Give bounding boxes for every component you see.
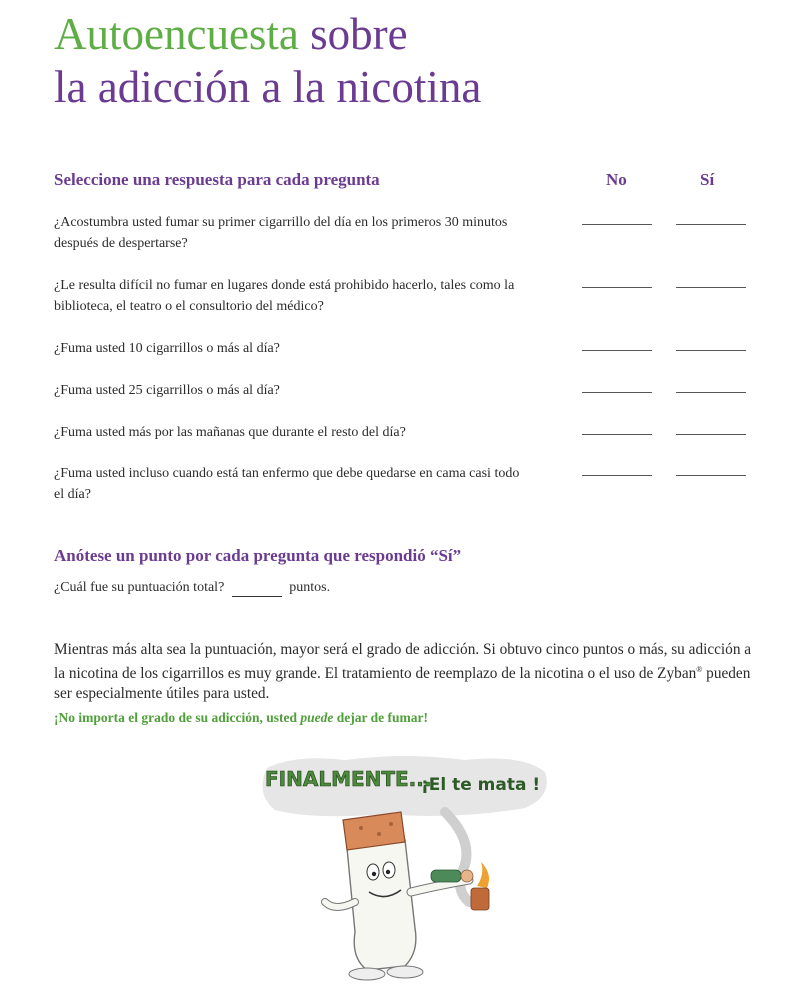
title-part2: sobre: [298, 9, 408, 59]
cigarette-cartoon-illustration: [255, 752, 555, 986]
score-unit: puntos.: [289, 580, 331, 595]
encouragement-emphasis: puede: [300, 710, 334, 725]
answer-blank-q2-si[interactable]: [676, 287, 746, 288]
smoke-trail: [445, 812, 469, 902]
encouragement-line: [54, 710, 428, 726]
answer-blank-q1-si[interactable]: [676, 224, 746, 225]
instruction-heading: Seleccione una respuesta para cada pregunta: [54, 170, 380, 189]
answer-blank-q2-no[interactable]: [582, 287, 652, 288]
answer-blank-q4-si[interactable]: [676, 392, 746, 393]
tiny-person: [431, 870, 461, 882]
column-header-no: No: [606, 170, 627, 189]
column-header-si: Sí: [700, 170, 715, 189]
score-question: ¿Cuál fue su puntuación total?: [54, 580, 225, 595]
cartoon-word-el-te-mata: ¡El te mata !: [421, 775, 541, 795]
question-6: ¿Fuma usted incluso cuando está tan enfermo que debe quedarse en cama casi todo el día?: [54, 466, 520, 502]
explanation-text: Mientras más alta sea la puntuación, mayor será el grado de adicción. Si obtuvo cinco puntos o más, su adicción a la nicotina de los cigarrillos es muy grande. El tratamiento de reemplazo de la nicotina o el uso de Zyban: [54, 641, 752, 683]
cartoon-word-finalmente: FINALMENTE...: [265, 767, 432, 791]
page-title: [54, 8, 481, 114]
answer-blank-q1-no[interactable]: [582, 224, 652, 225]
question-2: ¿Le resulta difícil no fumar en lugares donde está prohibido hacerlo, tales como la biblioteca, el teatro o el consultorio del médico?: [54, 278, 515, 314]
question-4: ¿Fuma usted 25 cigarrillos o más al día?: [54, 383, 280, 398]
answer-blank-q5-si[interactable]: [676, 434, 746, 435]
scoring-heading: Anótese un punto por cada pregunta que respondió “Sí”: [54, 546, 462, 565]
question-1: ¿Acostumbra usted fumar su primer cigarrillo del día en los primeros 30 minutos después de despertarse?: [54, 215, 508, 251]
answer-blank-q6-si[interactable]: [676, 475, 746, 476]
lighter-flame: [477, 862, 489, 888]
answer-blank-q3-si[interactable]: [676, 350, 746, 351]
answer-blank-q5-no[interactable]: [582, 434, 652, 435]
explanation-paragraph: [54, 640, 754, 704]
title-part1: Autoencuesta: [54, 9, 299, 59]
answer-blank-q4-no[interactable]: [582, 392, 652, 393]
explanation-text-end: pueden ser especialmente útiles para usted.: [54, 665, 751, 703]
question-5: ¿Fuma usted más por las mañanas que durante el resto del día?: [54, 425, 406, 440]
answer-blank-q3-no[interactable]: [582, 350, 652, 351]
encouragement-start: ¡No importa el grado de su adicción, usted: [54, 710, 301, 725]
registered-mark: ®: [696, 665, 703, 674]
lighter: [471, 888, 489, 910]
question-3: ¿Fuma usted 10 cigarrillos o más al día?: [54, 341, 280, 356]
score-line: [54, 580, 330, 597]
score-blank[interactable]: [232, 580, 282, 597]
answer-blank-q6-no[interactable]: [582, 475, 652, 476]
title-line2: la adicción a la nicotina: [54, 62, 482, 112]
encouragement-end: dejar de fumar!: [333, 710, 428, 725]
